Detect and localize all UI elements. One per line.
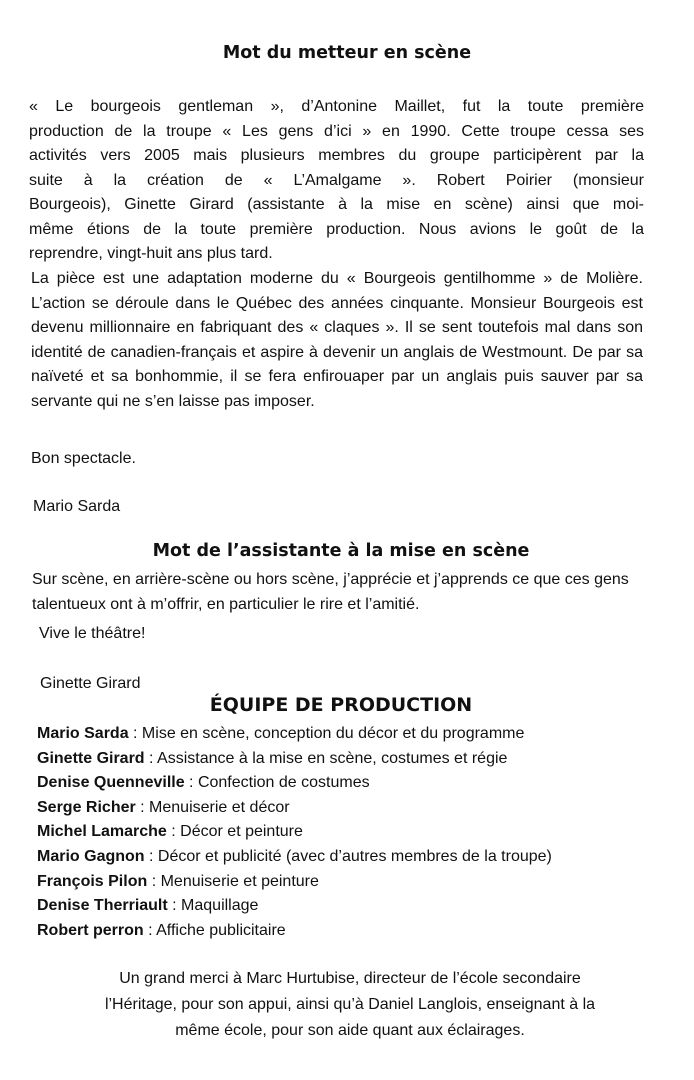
member-role: : Assistance à la mise en scène, costumes et régie bbox=[144, 749, 508, 767]
thanks-paragraph bbox=[50, 966, 650, 1044]
intro-line: activités vers 2005 mais plusieurs membres du groupe participèrent par la bbox=[29, 147, 644, 164]
play-description-paragraph: La pièce est une adaptation moderne du « Bourgeois gentilhomme » de Molière. L’action se déroule dans le Québec des années cinquante. Monsieur Bourgeois est devenu millionnaire en fabriquant des « claques ». Il se sent toutefois mal dans son identité de canadien-français et aspire à devenir un anglais de Westmount. De par sa naïveté et sa bonhommie, il se fera enfirouaper par un anglais puis sauver par sa servante qui ne s’en laisse pas imposer. bbox=[31, 270, 643, 410]
member-role: : Menuiserie et peinture bbox=[147, 872, 319, 890]
team-member bbox=[37, 894, 552, 919]
member-name: Robert perron bbox=[37, 921, 144, 939]
intro-line: « Le bourgeois gentleman », d’Antonine Maillet, fut la toute première bbox=[29, 98, 644, 115]
member-name: François Pilon bbox=[37, 872, 148, 890]
member-name: Mario Sarda bbox=[37, 725, 129, 742]
member-role: : Confection de costumes bbox=[184, 774, 370, 792]
assistant-paragraph: Sur scène, en arrière-scène ou hors scène, j’apprécie et j’apprends ce que ces gens talentueux ont à m’offrir, en particulier le rire et l’amitié. bbox=[32, 571, 629, 613]
director-section-title: Mot du metteur en scène bbox=[222, 43, 472, 63]
production-team-title: ÉQUIPE DE PRODUCTION bbox=[209, 694, 473, 716]
intro-line: production de la troupe « Les gens d’ici » en 1990. Cette troupe cessa ses bbox=[29, 122, 644, 140]
director-intro-paragraph bbox=[29, 95, 644, 267]
team-member bbox=[37, 747, 552, 772]
team-member bbox=[37, 796, 552, 821]
member-name: Ginette Girard bbox=[37, 749, 145, 767]
member-role: : Mise en scène, conception du décor et du programme bbox=[128, 725, 525, 742]
intro-line: reprendre, vingt-huit ans plus tard. bbox=[29, 245, 273, 262]
member-name: Denise Therriault bbox=[37, 897, 168, 915]
director-signature: Mario Sarda bbox=[33, 498, 121, 515]
assistant-section-title: Mot de l’assistante à la mise en scène bbox=[152, 541, 530, 561]
intro-line: suite à la création de « L’Amalgame ». Robert Poirier (monsieur bbox=[29, 171, 644, 189]
intro-line: même étions de la toute première production. Nous avions le goût de la bbox=[29, 220, 644, 238]
team-member bbox=[37, 919, 552, 944]
team-member bbox=[37, 771, 552, 796]
production-team-list bbox=[37, 722, 552, 943]
member-role: : Décor et peinture bbox=[166, 823, 303, 841]
thanks-line: même école, pour son aide quant aux éclairages. bbox=[175, 1022, 525, 1039]
member-name: Serge Richer bbox=[37, 798, 136, 816]
team-member bbox=[37, 845, 552, 870]
member-name: Denise Quenneville bbox=[37, 774, 185, 792]
assistant-signature: Ginette Girard bbox=[40, 675, 141, 692]
thanks-line: Un grand merci à Marc Hurtubise, directeur de l’école secondaire bbox=[119, 970, 581, 987]
member-role: : Décor et publicité (avec d’autres membres de la troupe) bbox=[144, 847, 552, 865]
member-role: : Menuiserie et décor bbox=[135, 798, 290, 816]
member-role: : Maquillage bbox=[167, 897, 259, 915]
member-role: : Affiche publicitaire bbox=[143, 921, 286, 939]
team-member bbox=[37, 722, 552, 747]
thanks-line: l’Héritage, pour son appui, ainsi qu’à Daniel Langlois, enseignant à la bbox=[104, 996, 596, 1013]
team-member bbox=[37, 820, 552, 845]
intro-line: Bourgeois), Ginette Girard (assistante à la mise en scène) ainsi que moi- bbox=[29, 196, 644, 213]
team-member bbox=[37, 870, 552, 895]
member-name: Mario Gagnon bbox=[37, 847, 145, 865]
member-name: Michel Lamarche bbox=[37, 823, 167, 841]
assistant-closing: Vive le théâtre! bbox=[39, 625, 146, 642]
director-closing: Bon spectacle. bbox=[31, 450, 136, 467]
